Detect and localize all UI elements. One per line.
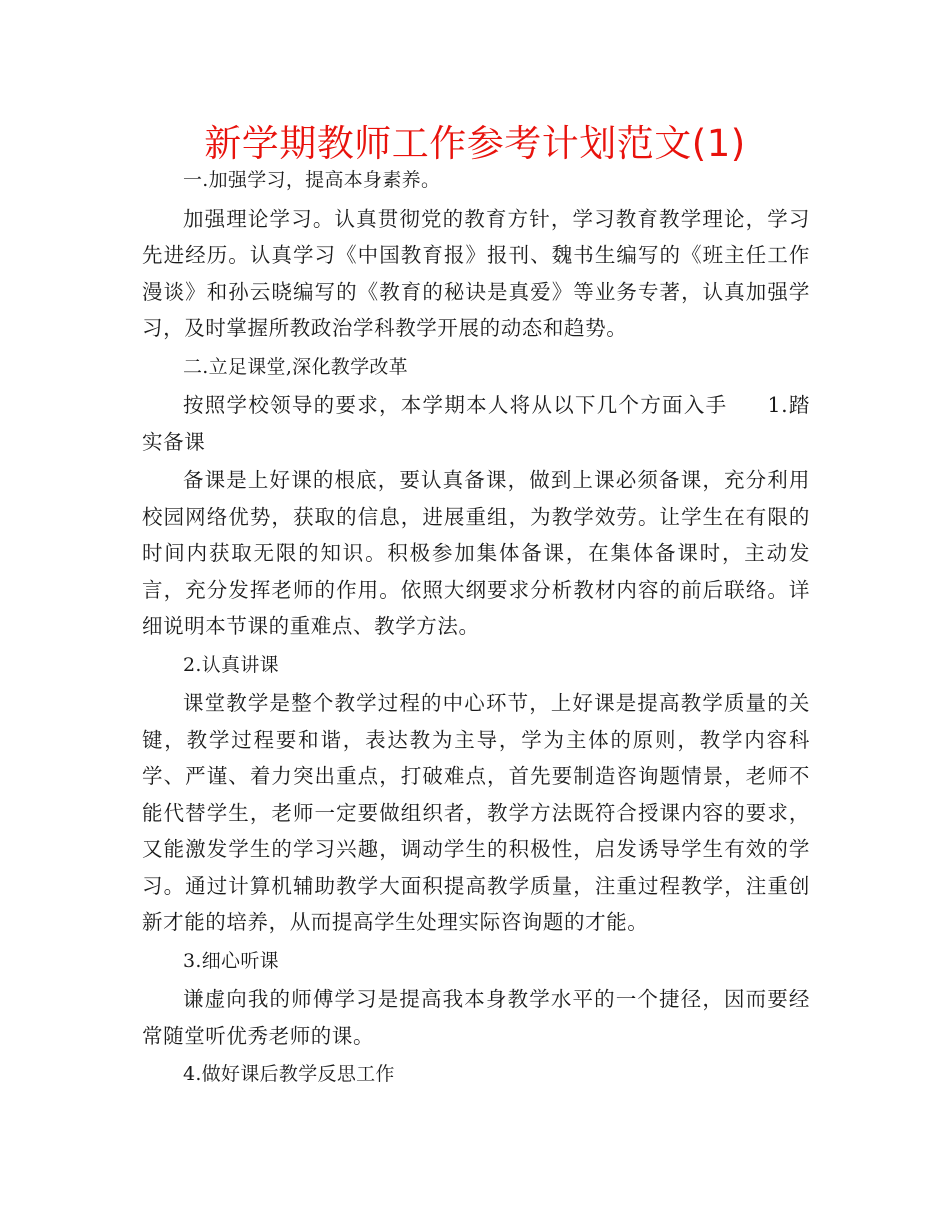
item1-paragraph: 备课是上好课的根底，要认真备课，做到上课必须备课，充分利用校园网络优势，获取的信息，进展重组，为教学效劳。让学生在有限的时间内获取无限的知识。积极参加集体备课，在集体备课时，主动发言，充分发挥老师的作用。依照大纲要求分析教材内容的前后联络。详细说明本节课的重难点、教学方法。 [142,468,810,638]
section2-intro-paragraph [142,387,810,460]
item2-paragraph: 课堂教学是整个教学过程的中心环节，上好课是提高教学质量的关键，教学过程要和谐，表达教为主导，学为主体的原则，教学内容科学、严谨、着力突出重点，打破难点，首先要制造咨询题情景，老师不能代替学生，老师一定要做组织者，教学方法既符合授课内容的要求，又能激发学生的学习兴趣，调动学生的积极性，启发诱导学生有效的学习。通过计算机辅助教学大面积提高教学质量，注重过程教学，注重创新才能的培养，从而提高学生处理实际咨询题的才能。 [142,691,810,934]
item3-heading: 3.细心听课 [183,949,279,972]
section2-heading: 二.立足课堂,深化教学改革 [183,355,408,378]
section1-heading: 一.加强学习，提高本身素养。 [183,169,441,191]
item1-number: 1. [767,393,789,417]
item3-paragraph: 谦虚向我的师傅学习是提高我本身教学水平的一个捷径，因而要经常随堂听优秀老师的课。 [142,987,810,1048]
document-title: 新学期教师工作参考计划范文(1) [204,122,746,165]
item2-heading: 2.认真讲课 [183,653,279,676]
section2-intro-text: 按照学校领导的要求，本学期本人将从以下几个方面入手 [183,393,728,417]
section1-paragraph: 加强理论学习。认真贯彻党的教育方针，学习教育教学理论，学习先进经历。认真学习《中国教育报》报刊、魏书生编写的《班主任工作漫谈》和孙云晓编写的《教育的秘诀是真爱》等业务专著，认真加强学习，及时掌握所教政治学科教学开展的动态和趋势。 [142,206,810,340]
document-body [142,162,810,1095]
item1-heading: 踏实备课 [142,393,810,454]
item4-heading: 4.做好课后教学反思工作 [183,1063,395,1085]
